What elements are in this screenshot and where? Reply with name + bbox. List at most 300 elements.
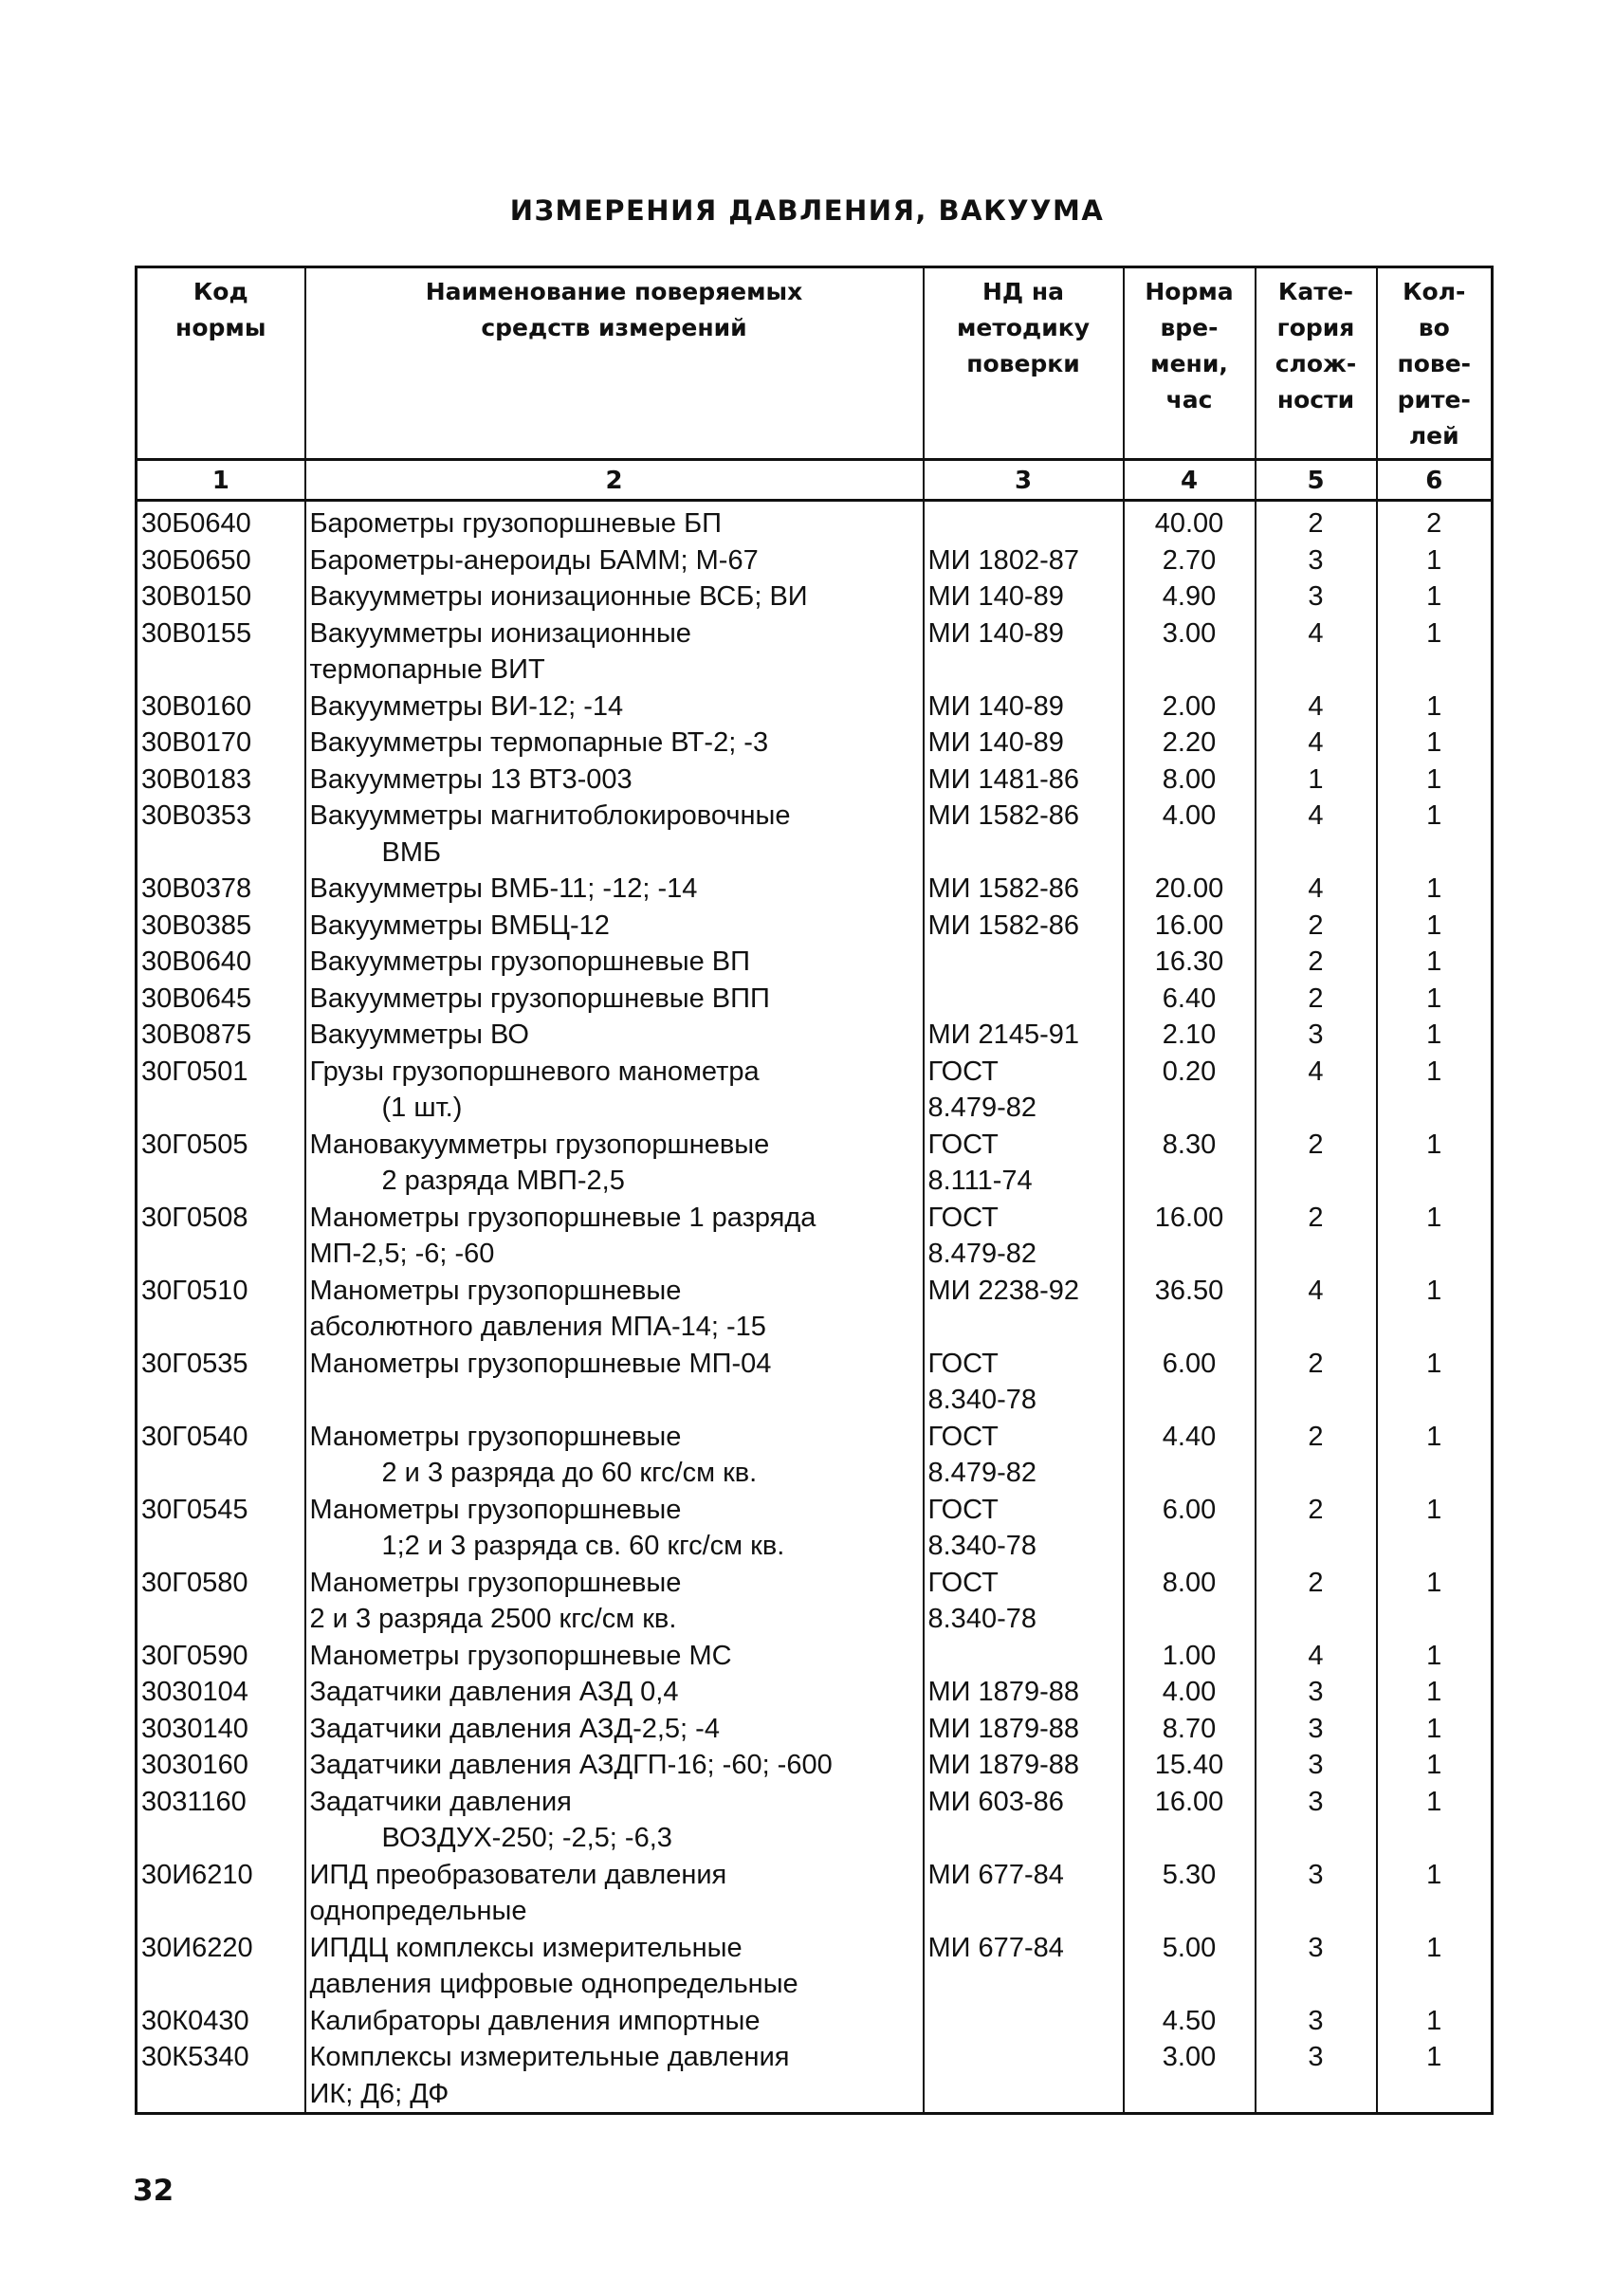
header-line: методику	[956, 314, 1091, 341]
category-cell: 3	[1256, 1930, 1377, 2003]
qty-cell: 1	[1377, 725, 1493, 762]
time-norm-cell: 4.00	[1124, 1674, 1256, 1711]
header-line: Норма	[1145, 278, 1234, 305]
category-cell: 3	[1256, 2039, 1377, 2114]
qty-cell: 1	[1377, 762, 1493, 799]
table-row	[137, 689, 1493, 726]
table-row	[137, 1017, 1493, 1054]
code-cell: 3030160	[137, 1747, 305, 1784]
qty-cell: 1	[1377, 1747, 1493, 1784]
name-line: Задатчики давления	[309, 1786, 572, 1817]
qty-cell: 1	[1377, 689, 1493, 726]
column-number: 2	[305, 460, 924, 501]
time-norm-cell: 4.50	[1124, 2003, 1256, 2040]
time-norm-cell: 1.00	[1124, 1638, 1256, 1675]
qty-cell: 1	[1377, 908, 1493, 945]
category-cell: 4	[1256, 871, 1377, 908]
nd-line: МИ 140-89	[927, 727, 1064, 758]
category-cell: 4	[1256, 615, 1377, 689]
nd-line: ГОСТ	[927, 1494, 999, 1525]
qty-cell: 1	[1377, 871, 1493, 908]
table-row	[137, 1565, 1493, 1638]
qty-cell: 2	[1377, 501, 1493, 542]
qty-cell: 1	[1377, 1930, 1493, 2003]
nd-line: МИ 603-86	[927, 1786, 1064, 1817]
nd-line: ГОСТ	[927, 1129, 999, 1160]
nd-line: МИ 2238-92	[927, 1275, 1079, 1306]
category-cell: 4	[1256, 1273, 1377, 1346]
name-cell	[305, 542, 924, 579]
time-norm-cell: 8.00	[1124, 1565, 1256, 1638]
name-line: Манометры грузопоршневые	[309, 1567, 682, 1598]
name-cell	[305, 1711, 924, 1748]
code-cell: 30В0170	[137, 725, 305, 762]
nd-cell	[924, 1200, 1124, 1273]
nd-cell	[924, 1857, 1124, 1930]
qty-cell: 1	[1377, 615, 1493, 689]
name-line: Вакуумметры ВИ-12; -14	[309, 690, 624, 722]
name-line: Вакуумметры термопарные ВТ-2; -3	[309, 727, 769, 758]
page-title: ИЗМЕРЕНИЯ ДАВЛЕНИЯ, ВАКУУМА	[509, 194, 1105, 227]
name-line: Вакуумметры магнитоблокировочные	[309, 800, 791, 831]
column-number: 6	[1377, 460, 1493, 501]
time-norm-cell: 8.00	[1124, 762, 1256, 799]
category-cell: 4	[1256, 725, 1377, 762]
qty-cell: 1	[1377, 2003, 1493, 2040]
table-header-row	[137, 267, 1493, 460]
table-row	[137, 2003, 1493, 2040]
category-cell: 2	[1256, 1200, 1377, 1273]
table-row	[137, 1857, 1493, 1930]
table-row	[137, 1711, 1493, 1748]
name-line: Вакуумметры ионизационные	[309, 617, 691, 649]
time-norm-cell: 8.30	[1124, 1127, 1256, 1200]
category-cell: 2	[1256, 944, 1377, 981]
name-line: Барометры грузопоршневые БП	[309, 508, 722, 539]
code-cell: 30В0875	[137, 1017, 305, 1054]
header-time-norm	[1124, 267, 1256, 460]
nd-line: МИ 1879-88	[927, 1713, 1079, 1744]
table-row	[137, 1747, 1493, 1784]
code-cell: 30Г0501	[137, 1054, 305, 1127]
name-line: давления цифровые однопредельные	[309, 1969, 798, 1999]
name-cell	[305, 944, 924, 981]
qty-cell: 1	[1377, 1711, 1493, 1748]
nd-cell	[924, 762, 1124, 799]
name-cell	[305, 725, 924, 762]
category-cell: 3	[1256, 1747, 1377, 1784]
nd-cell	[924, 1784, 1124, 1857]
name-cell	[305, 1638, 924, 1675]
table-row	[137, 1273, 1493, 1346]
code-cell: 30Г0505	[137, 1127, 305, 1200]
qty-cell: 1	[1377, 1017, 1493, 1054]
nd-line: 8.479-82	[927, 1093, 1036, 1123]
nd-line: 8.340-78	[927, 1385, 1036, 1415]
nd-cell	[924, 1017, 1124, 1054]
qty-cell: 1	[1377, 1273, 1493, 1346]
name-line: ИПДЦ комплексы измерительные	[309, 1932, 743, 1963]
name-line: Манометры грузопоршневые	[309, 1421, 682, 1452]
time-norm-cell: 2.10	[1124, 1017, 1256, 1054]
table-row	[137, 1054, 1493, 1127]
category-cell: 2	[1256, 1346, 1377, 1419]
category-cell: 3	[1256, 579, 1377, 615]
nd-cell	[924, 725, 1124, 762]
header-line: Наименование поверяемых	[425, 278, 803, 305]
code-cell: 30Б0650	[137, 542, 305, 579]
category-cell: 2	[1256, 1127, 1377, 1200]
name-line: Барометры-анероиды БАММ; М-67	[309, 544, 759, 576]
code-cell: 30И6210	[137, 1857, 305, 1930]
column-number: 3	[924, 460, 1124, 501]
name-cell	[305, 1200, 924, 1273]
nd-cell	[924, 615, 1124, 689]
nd-line: МИ 2145-91	[927, 1019, 1079, 1050]
table-row	[137, 871, 1493, 908]
name-cell	[305, 1017, 924, 1054]
time-norm-cell: 36.50	[1124, 1273, 1256, 1346]
page-number: 32	[133, 2174, 174, 2208]
name-line: Вакуумметры ионизационные ВСБ; ВИ	[309, 581, 808, 612]
nd-cell	[924, 501, 1124, 542]
name-line: 2 и 3 разряда 2500 кгс/см кв.	[309, 1604, 677, 1634]
name-cell	[305, 1784, 924, 1857]
nd-line: 8.340-78	[927, 1604, 1036, 1634]
category-cell: 2	[1256, 908, 1377, 945]
nd-cell	[924, 1711, 1124, 1748]
nd-line: МИ 1582-86	[927, 873, 1079, 904]
nd-line: МИ 677-84	[927, 1932, 1064, 1963]
category-cell: 1	[1256, 762, 1377, 799]
nd-cell	[924, 1565, 1124, 1638]
time-norm-cell: 2.70	[1124, 542, 1256, 579]
header-line: средств измерений	[481, 314, 747, 341]
column-number: 1	[137, 460, 305, 501]
name-line: Манометры грузопоршневые	[309, 1494, 682, 1525]
table-row	[137, 501, 1493, 542]
time-norm-cell: 5.00	[1124, 1930, 1256, 2003]
category-cell: 3	[1256, 1857, 1377, 1930]
qty-cell: 1	[1377, 2039, 1493, 2114]
category-cell: 3	[1256, 1711, 1377, 1748]
code-cell: 30В0645	[137, 981, 305, 1018]
nd-line: ГОСТ	[927, 1421, 999, 1452]
nd-line: 8.479-82	[927, 1239, 1036, 1269]
category-cell: 4	[1256, 1638, 1377, 1675]
name-cell	[305, 1674, 924, 1711]
table-row	[137, 1127, 1493, 1200]
time-norm-cell: 16.00	[1124, 1200, 1256, 1273]
column-number: 5	[1256, 460, 1377, 501]
name-line: термопарные ВИТ	[309, 654, 545, 685]
qty-cell: 1	[1377, 798, 1493, 871]
category-cell: 4	[1256, 798, 1377, 871]
category-cell: 2	[1256, 501, 1377, 542]
time-norm-cell: 0.20	[1124, 1054, 1256, 1127]
qty-cell: 1	[1377, 579, 1493, 615]
name-cell	[305, 762, 924, 799]
column-number-row	[137, 460, 1493, 501]
header-line: во	[1418, 314, 1450, 341]
table-row	[137, 1346, 1493, 1419]
name-cell	[305, 1930, 924, 2003]
nd-line: МИ 677-84	[927, 1859, 1064, 1890]
table-row	[137, 615, 1493, 689]
name-line: Вакуумметры ВМБЦ-12	[309, 909, 610, 941]
nd-cell	[924, 1747, 1124, 1784]
nd-line: МИ 1481-86	[927, 763, 1079, 795]
nd-cell	[924, 1674, 1124, 1711]
nd-cell	[924, 871, 1124, 908]
name-cell	[305, 1273, 924, 1346]
code-cell: 30Г0510	[137, 1273, 305, 1346]
header-line: поверки	[966, 350, 1080, 377]
code-cell: 3030104	[137, 1674, 305, 1711]
time-norm-cell: 20.00	[1124, 871, 1256, 908]
name-line: Вакуумметры грузопоршневые ВП	[309, 946, 750, 977]
nd-cell	[924, 1273, 1124, 1346]
name-cell	[305, 1127, 924, 1200]
name-line: однопредельные	[309, 1896, 527, 1926]
name-cell	[305, 1857, 924, 1930]
name-cell	[305, 1419, 924, 1492]
name-line: Вакуумметры ВМБ-11; -12; -14	[309, 873, 698, 904]
time-norm-cell: 40.00	[1124, 501, 1256, 542]
name-line: Грузы грузопоршневого манометра	[309, 1056, 760, 1087]
qty-cell: 1	[1377, 1857, 1493, 1930]
qty-cell: 1	[1377, 1419, 1493, 1492]
name-line: Вакуумметры грузопоршневые ВПП	[309, 983, 770, 1014]
nd-line: МИ 1879-88	[927, 1750, 1079, 1780]
time-norm-cell: 4.40	[1124, 1419, 1256, 1492]
norms-table	[135, 266, 1494, 2115]
name-line: ИПД преобразователи давления	[309, 1859, 727, 1890]
nd-cell	[924, 2003, 1124, 2040]
name-cell	[305, 1346, 924, 1419]
name-cell	[305, 981, 924, 1018]
name-cell	[305, 1492, 924, 1565]
name-cell	[305, 1054, 924, 1127]
time-norm-cell: 6.40	[1124, 981, 1256, 1018]
category-cell: 3	[1256, 1784, 1377, 1857]
name-cell	[305, 1747, 924, 1784]
nd-line: МИ 140-89	[927, 690, 1064, 722]
time-norm-cell: 16.00	[1124, 1784, 1256, 1857]
nd-cell	[924, 798, 1124, 871]
table-row	[137, 1419, 1493, 1492]
qty-cell: 1	[1377, 1346, 1493, 1419]
nd-cell	[924, 1930, 1124, 2003]
nd-cell	[924, 1127, 1124, 1200]
header-line: рите-	[1397, 386, 1471, 413]
time-norm-cell: 6.00	[1124, 1492, 1256, 1565]
table-row	[137, 1674, 1493, 1711]
time-norm-cell: 2.20	[1124, 725, 1256, 762]
category-cell: 2	[1256, 1492, 1377, 1565]
time-norm-cell: 5.30	[1124, 1857, 1256, 1930]
table-row	[137, 579, 1493, 615]
category-cell: 2	[1256, 1565, 1377, 1638]
nd-line: МИ 140-89	[927, 581, 1064, 612]
code-cell: 30В0160	[137, 689, 305, 726]
header-code	[137, 267, 305, 460]
name-line: Задатчики давления АЗДГП-16; -60; -600	[309, 1750, 833, 1780]
nd-line: МИ 1582-86	[927, 800, 1079, 831]
category-cell: 2	[1256, 981, 1377, 1018]
name-cell	[305, 689, 924, 726]
table-row	[137, 908, 1493, 945]
code-cell: 30В0155	[137, 615, 305, 689]
name-cell	[305, 615, 924, 689]
header-line: пове-	[1397, 350, 1472, 377]
name-line: абсолютного давления МПА-14; -15	[309, 1312, 766, 1342]
header-line: час	[1165, 386, 1213, 413]
name-line: Вакуумметры ВО	[309, 1019, 529, 1050]
table-row	[137, 762, 1493, 799]
nd-line: МИ 1802-87	[927, 544, 1079, 576]
nd-cell	[924, 944, 1124, 981]
name-line: Задатчики давления АЗД-2,5; -4	[309, 1713, 720, 1744]
table-row	[137, 798, 1493, 871]
header-line: НД на	[981, 278, 1065, 305]
header-category	[1256, 267, 1377, 460]
nd-cell	[924, 1346, 1124, 1419]
nd-line: ГОСТ	[927, 1567, 999, 1598]
nd-cell	[924, 1638, 1124, 1675]
table-row	[137, 1784, 1493, 1857]
qty-cell: 1	[1377, 981, 1493, 1018]
header-line: ности	[1276, 386, 1355, 413]
name-cell	[305, 2003, 924, 2040]
table-row	[137, 725, 1493, 762]
header-line: Кол-	[1403, 278, 1466, 305]
nd-cell	[924, 689, 1124, 726]
qty-cell: 1	[1377, 944, 1493, 981]
time-norm-cell: 4.00	[1124, 798, 1256, 871]
code-cell: 30В0183	[137, 762, 305, 799]
header-line: гория	[1276, 314, 1355, 341]
table-row	[137, 542, 1493, 579]
name-cell	[305, 798, 924, 871]
qty-cell: 1	[1377, 1200, 1493, 1273]
nd-cell	[924, 542, 1124, 579]
name-line: ВМБ	[381, 836, 442, 868]
nd-line: ГОСТ	[927, 1348, 999, 1379]
category-cell: 4	[1256, 1054, 1377, 1127]
header-qty	[1377, 267, 1493, 460]
category-cell: 3	[1256, 2003, 1377, 2040]
header-line: слож-	[1275, 350, 1357, 377]
time-norm-cell: 8.70	[1124, 1711, 1256, 1748]
name-cell	[305, 2039, 924, 2114]
category-cell: 2	[1256, 1419, 1377, 1492]
table-row	[137, 1930, 1493, 2003]
name-cell	[305, 908, 924, 945]
category-cell: 3	[1256, 542, 1377, 579]
name-line: Манометры грузопоршневые МП-04	[309, 1348, 772, 1379]
table-row	[137, 1492, 1493, 1565]
column-number: 4	[1124, 460, 1256, 501]
name-cell	[305, 1565, 924, 1638]
time-norm-cell: 6.00	[1124, 1346, 1256, 1419]
name-line: ВОЗДУХ-250; -2,5; -6,3	[381, 1823, 672, 1853]
code-cell: 30В0353	[137, 798, 305, 871]
nd-line: МИ 1582-86	[927, 909, 1079, 941]
code-cell: 30Г0535	[137, 1346, 305, 1419]
code-cell: 30В0385	[137, 908, 305, 945]
code-cell: 30Г0540	[137, 1419, 305, 1492]
nd-cell	[924, 2039, 1124, 2114]
name-line: Задатчики давления АЗД 0,4	[309, 1677, 679, 1707]
code-cell: 30Г0508	[137, 1200, 305, 1273]
table-row	[137, 2039, 1493, 2114]
name-line: Мановакуумметры грузопоршневые	[309, 1129, 770, 1160]
nd-line: 8.340-78	[927, 1531, 1036, 1561]
nd-cell	[924, 1419, 1124, 1492]
nd-line: 8.111-74	[927, 1166, 1033, 1196]
code-cell: 30В0150	[137, 579, 305, 615]
qty-cell: 1	[1377, 1492, 1493, 1565]
qty-cell: 1	[1377, 1674, 1493, 1711]
table-body	[137, 501, 1493, 2114]
nd-line: 8.479-82	[927, 1458, 1036, 1488]
code-cell: 30Г0590	[137, 1638, 305, 1675]
nd-line: ГОСТ	[927, 1056, 999, 1087]
header-nd	[924, 267, 1124, 460]
name-line: 2 и 3 разряда до 60 кгс/см кв.	[381, 1458, 758, 1488]
nd-cell	[924, 1054, 1124, 1127]
category-cell: 3	[1256, 1017, 1377, 1054]
category-cell: 4	[1256, 689, 1377, 726]
code-cell: 3031160	[137, 1784, 305, 1857]
nd-cell	[924, 908, 1124, 945]
name-cell	[305, 579, 924, 615]
qty-cell: 1	[1377, 1638, 1493, 1675]
code-cell: 30В0378	[137, 871, 305, 908]
time-norm-cell: 2.00	[1124, 689, 1256, 726]
header-line: Код	[193, 278, 248, 305]
header-line: лей	[1408, 422, 1459, 450]
header-line: мени,	[1150, 350, 1228, 377]
time-norm-cell: 16.00	[1124, 908, 1256, 945]
code-cell: 3030140	[137, 1711, 305, 1748]
header-line: нормы	[175, 314, 266, 341]
nd-cell	[924, 981, 1124, 1018]
name-line: ИК; Д6; ДФ	[309, 2078, 449, 2109]
table-row	[137, 1638, 1493, 1675]
nd-line: ГОСТ	[927, 1202, 999, 1233]
nd-cell	[924, 579, 1124, 615]
table-row	[137, 944, 1493, 981]
name-line: Вакуумметры 13 ВТ3-003	[309, 763, 633, 795]
table-row	[137, 1200, 1493, 1273]
qty-cell: 1	[1377, 1784, 1493, 1857]
name-cell	[305, 501, 924, 542]
name-cell	[305, 871, 924, 908]
time-norm-cell: 15.40	[1124, 1747, 1256, 1784]
name-line: 2 разряда МВП-2,5	[381, 1166, 625, 1196]
time-norm-cell: 3.00	[1124, 2039, 1256, 2114]
time-norm-cell: 3.00	[1124, 615, 1256, 689]
qty-cell: 1	[1377, 542, 1493, 579]
qty-cell: 1	[1377, 1127, 1493, 1200]
qty-cell: 1	[1377, 1054, 1493, 1127]
code-cell: 30Б0640	[137, 501, 305, 542]
nd-line: МИ 140-89	[927, 617, 1064, 649]
header-line: Кате-	[1277, 278, 1354, 305]
name-line	[310, 1382, 919, 1419]
